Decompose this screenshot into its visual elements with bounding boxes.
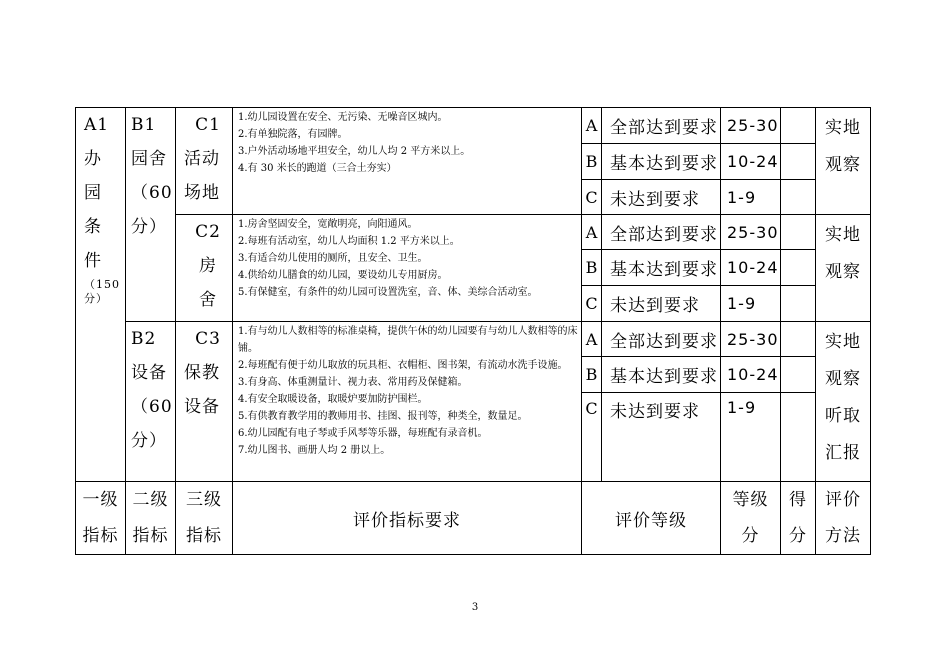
c2-code: C2 xyxy=(195,222,221,242)
c3-req-1: 1.有与幼儿人数相等的标准桌椅，提供午休的幼儿园要有与幼儿人数相等的床铺。 xyxy=(238,326,578,354)
c1-req-3: 3.户外活动场地平坦安全，幼儿人均 2 平方米以上。 xyxy=(238,146,471,157)
c3-grade-c-score: 1-9 xyxy=(721,393,781,482)
c1-grade-b-text: 基本达到要求 xyxy=(602,144,721,180)
b2-points-unit: 分） xyxy=(131,431,167,451)
c3-grade-c-text: 未达到要求 xyxy=(602,393,721,482)
c3-name-line1: 保教 xyxy=(184,363,220,383)
c1-grade-a-points xyxy=(781,108,816,144)
c2-method xyxy=(816,215,871,322)
c3-grade-b-points xyxy=(781,357,816,393)
b2-points: （60 xyxy=(131,397,173,417)
c3-method-line4: 汇报 xyxy=(825,443,861,463)
c1-grade-a-score: 25-30 xyxy=(721,108,781,144)
header-grade: 评价等级 xyxy=(582,482,721,555)
c2-grade-a-text: 全部达到要求 xyxy=(602,215,721,250)
c1-method-line1: 实地 xyxy=(825,118,861,138)
indicator-b1 xyxy=(126,108,176,322)
c2-grade-a-letter: A xyxy=(582,215,602,250)
c2-grade-c-points xyxy=(781,286,816,322)
a1-points: （150 xyxy=(84,278,120,291)
indicator-c2 xyxy=(176,215,233,322)
header-score-line1: 得 xyxy=(789,490,807,510)
c3-grade-c-points xyxy=(781,393,816,482)
a1-char-3: 条 xyxy=(84,217,102,237)
c2-grade-a-points xyxy=(781,215,816,250)
header-level1-line2: 指标 xyxy=(82,526,119,546)
b1-code: B1 xyxy=(131,115,157,135)
c1-grade-c-text: 未达到要求 xyxy=(602,180,721,215)
c3-grade-a-points xyxy=(781,322,816,357)
c2-requirements xyxy=(233,215,582,322)
b1-points: （60 xyxy=(131,183,173,203)
c2-req-1: 1.房舍坚固安全，宽敞明亮，向阳通风。 xyxy=(238,219,418,230)
c3-req-5: 5.有供教育教学用的教师用书、挂图、报刊等，种类全，数量足。 xyxy=(238,411,528,422)
c1-grade-b-score: 10-24 xyxy=(721,144,781,180)
c2-grade-b-points xyxy=(781,250,816,286)
c3-name-line2: 设备 xyxy=(184,397,220,417)
c2-grade-c-letter: C xyxy=(582,286,602,322)
c3-code: C3 xyxy=(195,329,221,349)
header-grade-score xyxy=(721,482,781,555)
b2-code: B2 xyxy=(131,329,157,349)
header-score-line2: 分 xyxy=(789,526,807,546)
b1-name: 园舍 xyxy=(131,149,167,169)
c1-grade-a-text: 全部达到要求 xyxy=(602,108,721,144)
indicator-c1 xyxy=(176,108,233,215)
c3-req-7: 7.幼儿图书、画册人均 2 册以上。 xyxy=(238,445,391,456)
c3-method-line3: 听取 xyxy=(825,406,861,426)
c1-grade-c-letter: C xyxy=(582,180,602,215)
header-grade-score-line1: 等级 xyxy=(732,490,769,510)
c3-req-4: 4.有安全取暖设备，取暖炉要加防护围栏。 xyxy=(238,394,428,405)
c2-req-2: 2.每班有活动室，幼儿人均面积 1.2 平方米以上。 xyxy=(238,236,460,247)
header-level2 xyxy=(126,482,176,555)
header-method xyxy=(816,482,871,555)
c1-code: C1 xyxy=(195,115,221,135)
indicator-a1 xyxy=(76,108,126,482)
c2-name-line1: 房 xyxy=(199,256,217,276)
c2-grade-b-letter: B xyxy=(582,250,602,286)
c3-grade-b-letter: B xyxy=(582,357,602,393)
b1-points-unit: 分） xyxy=(131,217,167,237)
c2-grade-c-text: 未达到要求 xyxy=(602,286,721,322)
evaluation-table xyxy=(75,107,871,555)
header-score xyxy=(781,482,816,555)
c2-name-line2: 舍 xyxy=(199,290,217,310)
header-level2-line1: 二级 xyxy=(132,490,169,510)
page-number: 3 xyxy=(471,602,479,613)
c1-method xyxy=(816,108,871,215)
c3-grade-a-text: 全部达到要求 xyxy=(602,322,721,357)
c1-name-line1: 活动 xyxy=(184,149,220,169)
c3-grade-b-text: 基本达到要求 xyxy=(602,357,721,393)
a1-char-4: 件 xyxy=(84,251,102,271)
indicator-c3 xyxy=(176,322,233,482)
a1-code: A1 xyxy=(84,115,110,135)
c3-method xyxy=(816,322,871,482)
c2-req-4: 4.供给幼儿膳食的幼儿园，要设幼儿专用厨房。 xyxy=(238,270,448,281)
c3-req-6: 6.幼儿园配有电子琴或手风琴等乐器，每班配有录音机。 xyxy=(238,428,488,439)
header-method-line1: 评价 xyxy=(825,490,861,510)
header-level2-line2: 指标 xyxy=(132,526,169,546)
c2-method-line2: 观察 xyxy=(825,262,861,282)
b2-name: 设备 xyxy=(131,363,167,383)
c1-grade-a-letter: A xyxy=(582,108,602,144)
c2-grade-c-score: 1-9 xyxy=(721,286,781,322)
header-level1 xyxy=(76,482,126,555)
c1-grade-c-points xyxy=(781,180,816,215)
header-method-line2: 方法 xyxy=(825,526,861,546)
c1-grade-c-score: 1-9 xyxy=(721,180,781,215)
c3-method-line1: 实地 xyxy=(825,332,861,352)
c3-requirements xyxy=(233,322,582,482)
c1-req-1: 1.幼儿园设置在安全、无污染、无噪音区城内。 xyxy=(238,112,448,123)
header-level3-line1: 三级 xyxy=(186,490,222,510)
c2-grade-b-score: 10-24 xyxy=(721,250,781,286)
header-requirements: 评价指标要求 xyxy=(233,482,582,555)
c2-req-5: 5.有保健室，有条件的幼儿园可设置洗室，音、体、美综合活动室。 xyxy=(238,287,538,298)
c3-grade-b-score: 10-24 xyxy=(721,357,781,393)
c3-grade-a-letter: A xyxy=(582,322,602,357)
header-level1-line1: 一级 xyxy=(82,490,119,510)
c1-method-line2: 观察 xyxy=(825,155,861,175)
c1-grade-b-points xyxy=(781,144,816,180)
c1-req-4: 4.有 30 米长的跑道（三合土夯实） xyxy=(238,163,397,174)
c2-grade-b-text: 基本达到要求 xyxy=(602,250,721,286)
c3-method-line2: 观察 xyxy=(825,369,861,389)
c2-req-3: 3.有适合幼儿使用的厕所，且安全、卫生。 xyxy=(238,253,428,264)
c3-grade-c-letter: C xyxy=(582,393,602,482)
c2-method-line1: 实地 xyxy=(825,225,861,245)
c2-grade-a-score: 25-30 xyxy=(721,215,781,250)
header-grade-score-line2: 分 xyxy=(741,526,760,546)
header-level3-line2: 指标 xyxy=(186,526,222,546)
c1-name-line2: 场地 xyxy=(184,183,220,203)
c1-req-2: 2.有单独院落，有园牌。 xyxy=(238,129,348,140)
a1-char-2: 园 xyxy=(84,183,102,203)
c1-grade-b-letter: B xyxy=(582,144,602,180)
a1-points-unit: 分） xyxy=(84,292,108,305)
c1-requirements xyxy=(233,108,582,215)
a1-char-1: 办 xyxy=(84,149,102,169)
c3-grade-a-score: 25-30 xyxy=(721,322,781,357)
c3-req-3: 3.有身高、体重测量计、视力表、常用药及保健箱。 xyxy=(238,377,468,388)
indicator-b2 xyxy=(126,322,176,482)
c3-req-2: 2.每班配有便于幼儿取放的玩具柜、衣帽柜、图书架，有流动水洗手设施。 xyxy=(238,360,568,371)
header-level3 xyxy=(176,482,233,555)
